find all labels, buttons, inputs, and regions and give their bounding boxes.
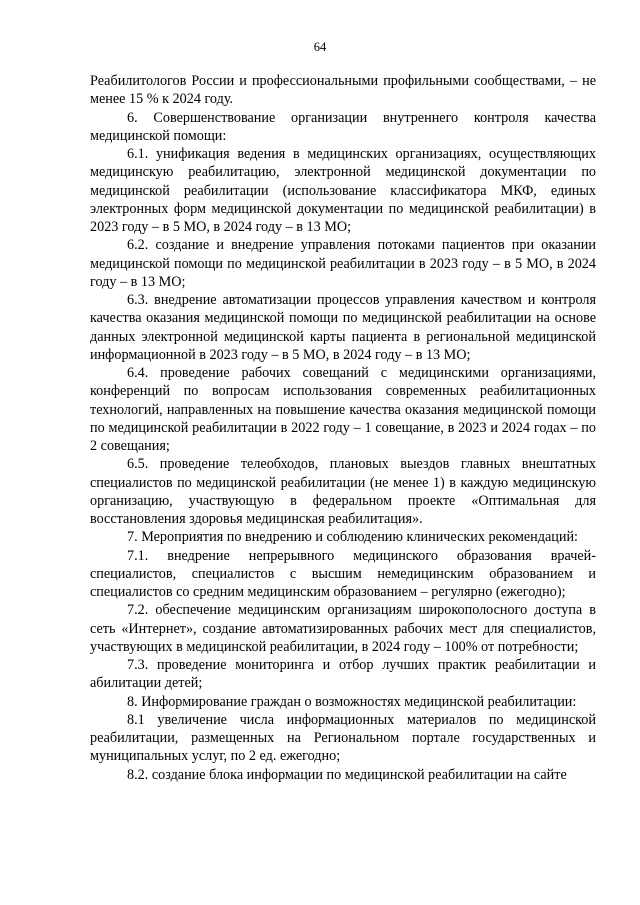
paragraph: 6.4. проведение рабочих совещаний с медицинскими организациями, конференций по вопросам использования современных реабилитационных технологий, направленных на повышение качества оказания медицинской помощи по медицинской реабилитации в 2022 году – 1 совещание, в 2023 и 2024 годах – по 2 совещания; xyxy=(90,365,596,454)
paragraph: 7. Мероприятия по внедрению и соблюдению клинических рекомендаций: xyxy=(127,529,578,546)
paragraph: 6.5. проведение телеобходов, плановых выездов главных внештатных специалистов по медицинской реабилитации (не менее 1) в каждую медицинскую организацию, участвующую в федеральном проекте «Оптимальная для восстановления здоровья медицинская реабилитация». xyxy=(90,456,596,527)
paragraph: 6.3. внедрение автоматизации процессов управления качеством и контроля качества оказания медицинской помощи по медицинской реабилитации на основе данных электронной медицинской карты пациента в региональной медицинской информационной в 2023 году – в 5 МО, в 2024 году – в 13 МО; xyxy=(90,292,596,363)
paragraph: 8.2. создание блока информации по медицинской реабилитации на сайте xyxy=(127,766,567,783)
paragraph: 6.1. унификация ведения в медицинских организациях, осуществляющих медицинскую реабилитацию, электронной медицинской документации по медицинской реабилитации (использование классификатора МКФ, единых электронных форм медицинской документации по медицинской реабилитации) в 2023 году – в 5 МО, в 2024 году – в 13 МО; xyxy=(90,146,596,235)
page-number: 64 xyxy=(313,40,327,54)
paragraph: 7.2. обеспечение медицинским организациям широкополосного доступа в сеть «Интернет», создание автоматизированных рабочих мест для специалистов, участвующих в медицинской реабилитации, в 2024 году – 100% от потребности; xyxy=(90,602,596,655)
paragraph: 6.2. создание и внедрение управления потоками пациентов при оказании медицинской помощи по медицинской реабилитации в 2023 году – в 5 МО, в 2024 году – в 13 МО; xyxy=(90,237,596,290)
paragraph: Реабилитологов России и профессиональными профильными сообществами, – не менее 15 % к 2024 году. xyxy=(90,73,596,108)
paragraph: 7.3. проведение мониторинга и отбор лучших практик реабилитации и абилитации детей; xyxy=(90,657,596,692)
paragraph: 6. Совершенствование организации внутреннего контроля качества медицинской помощи: xyxy=(90,109,596,144)
document-body xyxy=(90,72,596,784)
paragraph: 7.1. внедрение непрерывного медицинского образования врачей-специалистов, специалистов с высшим немедицинским образованием и специалистов со средним медицинским образованием – регулярно (ежегодно); xyxy=(90,547,596,600)
paragraph: 8.1 увеличение числа информационных материалов по медицинской реабилитации, размещенных на Региональном портале государственных и муниципальных услуг, по 2 ед. ежегодно; xyxy=(90,711,596,765)
paragraph: 8. Информирование граждан о возможностях медицинской реабилитации: xyxy=(127,693,577,710)
